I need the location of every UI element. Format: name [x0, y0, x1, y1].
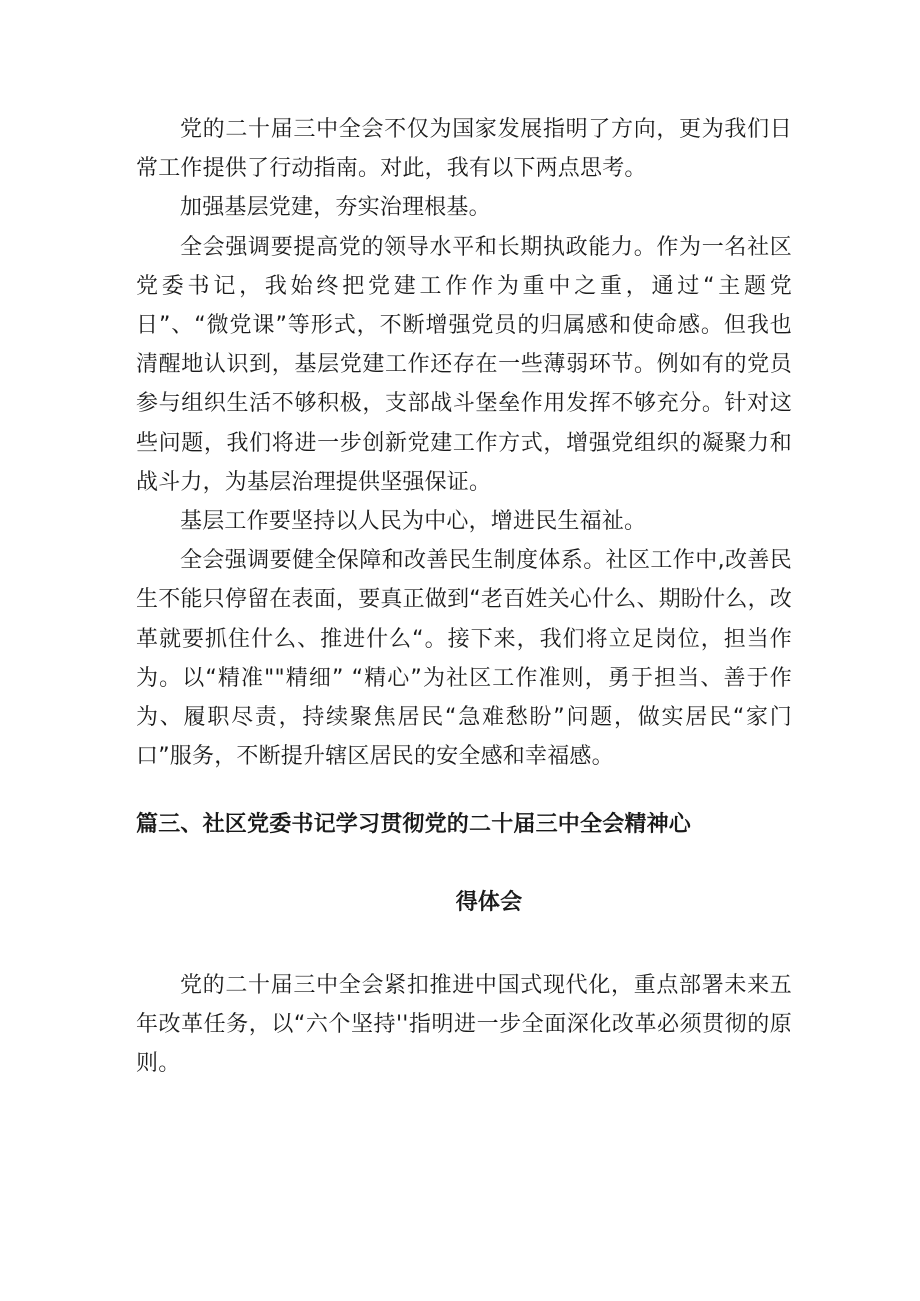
section-heading [136, 805, 792, 921]
paragraph-point-one-title: 加强基层党建，夯实治理根基。 [180, 195, 491, 221]
paragraph-point-one-body: 全会强调要提高党的领导水平和长期执政能力。作为一名社区党委书记，我始终把党建工作作为重中之重，通过“主题党日”、“微党课”等形式，不断增强党员的归属感和使命感。但我也清醒地认识到，基层党建工作还存在一些薄弱环节。例如有的党员参与组织生活不够积极，支部战斗堡垒作用发挥不够充分。针对这些问题，我们将进一步创新党建工作方式，增强党组织的凝聚力和战斗力，为基层治理提供坚强保证。 [136, 234, 792, 495]
paragraph-intro: 党的二十届三中全会不仅为国家发展指明了方向，更为我们日常工作提供了行动指南。对此，我有以下两点思考。 [136, 117, 792, 182]
paragraph-point-two-title: 基层工作要坚持以人民为中心，增进民生福祉。 [180, 509, 647, 535]
section-heading-line2: 得体会 [455, 889, 523, 915]
spacer [136, 776, 792, 805]
section-heading-line1: 篇三、社区党委书记学习贯彻党的二十届三中全会精神心 [136, 812, 692, 838]
paragraph-point-two-body: 全会强调要健全保障和改善民生制度体系。社区工作中,改善民生不能只停留在表面，要真正做到“老百姓关心什么、期盼什么，改革就要抓住什么、推进什么“。接下来，我们将立足岗位，担当作为。以“精准""精细” “精心”为社区工作准则，勇于担当、善于作为、履职尽责，持续聚焦居民“急难愁盼”问题，做实居民“家门口”服务，不断提升辖区居民的安全感和幸福感。 [136, 548, 792, 770]
document-body [136, 110, 792, 1083]
paragraph-section-three-intro: 党的二十届三中全会紧扣推进中国式现代化，重点部署未来五年改革任务，以“六个坚持''指明进一步全面深化改革必须贯彻的原则。 [136, 972, 792, 1077]
spacer [136, 922, 792, 966]
